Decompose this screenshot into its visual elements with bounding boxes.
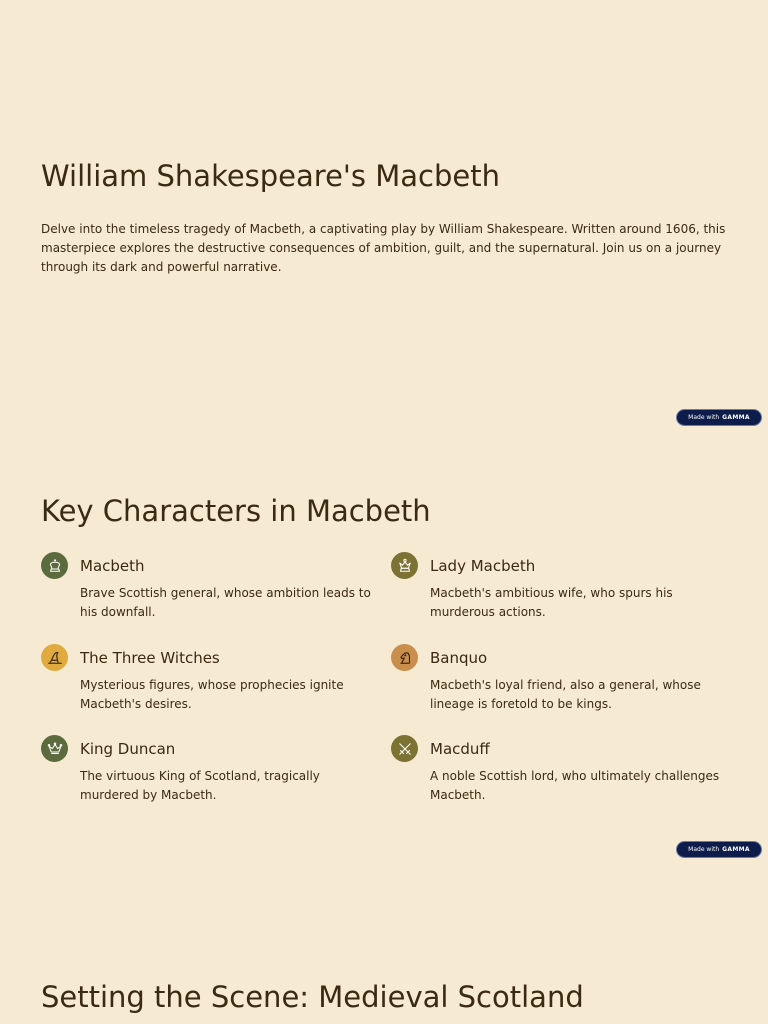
chess-knight-icon <box>391 644 418 671</box>
character-name: The Three Witches <box>80 649 220 667</box>
character-name: Lady Macbeth <box>430 557 536 575</box>
character-description: A noble Scottish lord, who ultimately challenges Macbeth. <box>430 769 720 802</box>
intro-title: William Shakespeare's Macbeth <box>41 159 500 193</box>
made-with-gamma-badge[interactable] <box>676 841 762 858</box>
gamma-logo: GAMMA <box>722 413 750 421</box>
made-with-label: Made with <box>688 845 720 853</box>
character-description: Macbeth's loyal friend, also a general, whose lineage is foretold to be kings. <box>430 678 701 711</box>
character-description: Brave Scottish general, whose ambition leads to his downfall. <box>80 586 371 619</box>
characters-title: Key Characters in Macbeth <box>41 494 431 528</box>
character-name: Banquo <box>430 649 488 667</box>
character-name: King Duncan <box>80 740 176 758</box>
made-with-gamma-badge[interactable] <box>676 409 762 426</box>
character-name: Macduff <box>430 740 490 758</box>
character-description: Macbeth's ambitious wife, who spurs his murderous actions. <box>430 586 673 619</box>
crossed-swords-icon <box>391 735 418 762</box>
setting-title: Setting the Scene: Medieval Scotland <box>41 980 584 1014</box>
witch-hat-icon <box>41 644 68 671</box>
intro-paragraph: Delve into the timeless tragedy of Macbeth, a captivating play by William Shakespeare. Written around 1606, this masterpiece explores the destructive consequences of ambition, guilt, and the supernatural. Join us on a journey through its dark and powerful narrative. <box>41 222 726 274</box>
character-description: Mysterious figures, whose prophecies ignite Macbeth's desires. <box>80 678 344 711</box>
character-name: Macbeth <box>80 557 145 575</box>
chess-queen-icon <box>391 552 418 579</box>
made-with-label: Made with <box>688 413 720 421</box>
chess-king-icon <box>41 552 68 579</box>
character-description: The virtuous King of Scotland, tragically murdered by Macbeth. <box>80 769 320 802</box>
gamma-logo: GAMMA <box>722 845 750 853</box>
crown-icon <box>41 735 68 762</box>
